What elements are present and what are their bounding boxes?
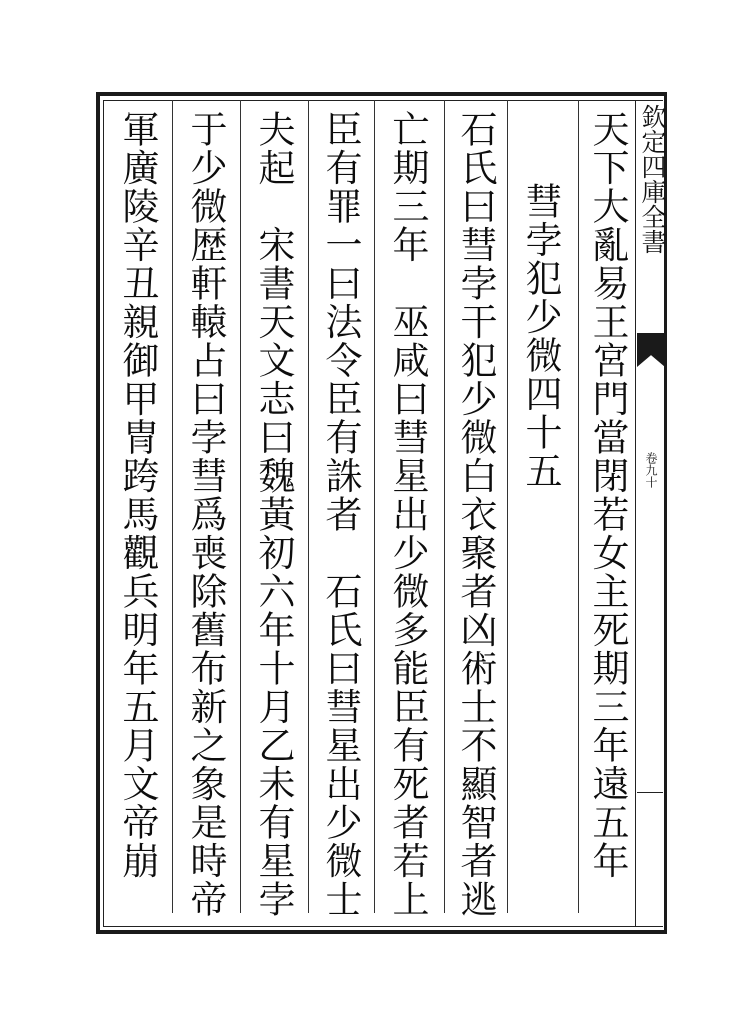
column-divider xyxy=(507,100,508,913)
column-divider xyxy=(172,100,173,913)
margin-divider xyxy=(637,792,663,793)
text-column-5: 臣有罪一曰法令臣有誅者 石氏曰彗星出少微士 xyxy=(319,110,362,919)
column-divider xyxy=(374,100,375,913)
margin-title: 欽定四庫全書 xyxy=(638,104,667,254)
text-column-8: 軍廣陵辛丑親御甲冑跨馬觀兵明年五月文帝崩 xyxy=(116,110,159,880)
text-column-6: 夫起 宋書天文志曰魏黃初六年十月乙未有星孛 xyxy=(252,110,295,919)
column-divider xyxy=(240,100,241,913)
text-column-3: 石氏曰彗孛干犯少微白衣聚者凶術士不顯智者逃 xyxy=(454,110,497,919)
column-divider xyxy=(308,100,309,913)
text-column-7: 于少微歴軒轅占曰孛彗爲喪除舊布新之象是時帝 xyxy=(184,110,227,919)
text-column-4: 亡期三年 巫咸曰彗星出少微多能臣有死者若上 xyxy=(386,110,429,919)
section-heading: 彗孛犯少微四十五 xyxy=(519,182,562,490)
text-column-1: 天下大亂易王宮門當閉若女主死期三年遠五年 xyxy=(586,110,629,880)
margin-volume-number: 卷九十 xyxy=(644,452,658,488)
